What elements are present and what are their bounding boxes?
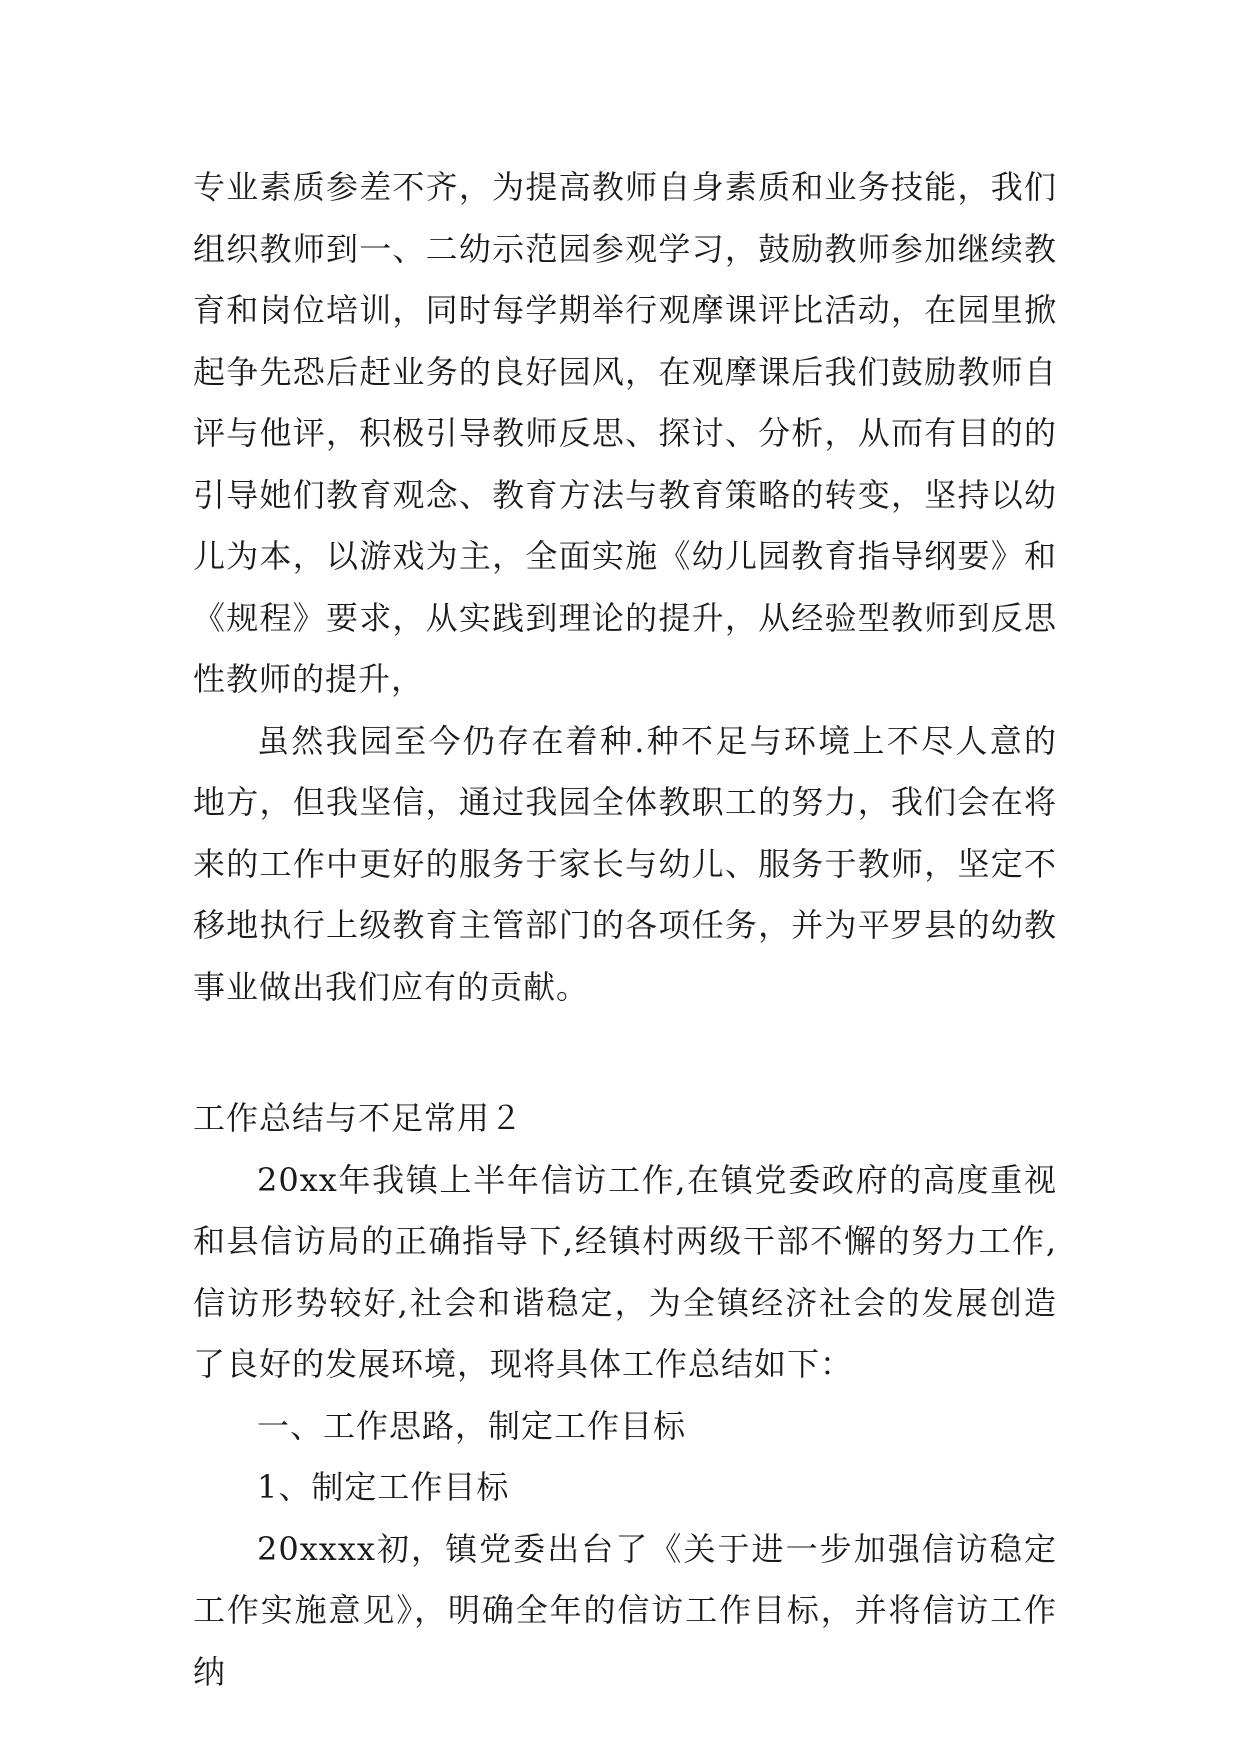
paragraph-professional-quality: 专业素质参差不齐，为提高教师自身素质和业务技能，我们组织教师到一、二幼示范园参观学习，鼓励教师参加继续教育和岗位培训，同时每学期举行观摩课评比活动，在园里掀起争先恐后赶业务的良好园风，在观摩课后我们鼓励教师自评与他评，积极引导教师反思、探讨、分析，从而有目的的引导她们教育观念、教育方法与教育策略的转变，坚持以幼儿为本，以游戏为主，全面实施《幼儿园教育指导纲要》和《规程》要求，从实践到理论的提升，从经验型教师到反思性教师的提升， (193, 168, 1057, 698)
paragraph-petition-overview: 20xx年我镇上半年信访工作,在镇党委政府的高度重视和县信访局的正确指导下,经镇村两级干部不懈的努力工作,信访形势较好,社会和谐稳定，为全镇经济社会的发展创造了良好的发展环境，现将具体工作总结如下： (193, 1160, 1057, 1383)
paragraph-goals-detail: 20xxxx初，镇党委出台了《关于进一步加强信访稳定工作实施意见》，明确全年的信访工作目标，并将信访工作纳 (193, 1529, 1057, 1691)
paragraph-shortcomings: 虽然我园至今仍存在着种.种不足与环境上不尽人意的地方，但我坚信，通过我园全体教职工的努力，我们会在将来的工作中更好的服务于家长与幼儿、服务于教师，坚定不移地执行上级教育主管部门的各项任务，并为平罗县的幼教事业做出我们应有的贡献。 (193, 721, 1057, 1006)
section-heading: 工作总结与不足常用２ (193, 1099, 524, 1137)
document-body (193, 157, 1057, 1703)
subsection-title-goals: 1、制定工作目标 (257, 1468, 510, 1506)
section-spacer (193, 1018, 1057, 1088)
section-title-work-ideas: 一、工作思路，制定工作目标 (257, 1406, 687, 1445)
